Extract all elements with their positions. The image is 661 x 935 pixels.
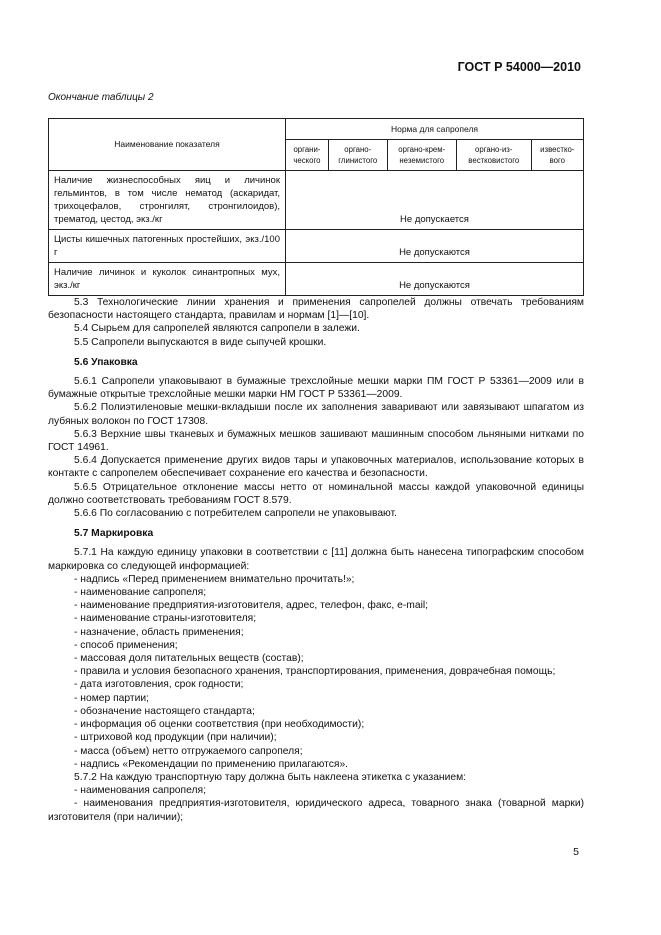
document-code: ГОСТ Р 54000—2010 <box>457 60 581 74</box>
subcolumn-organo-siliceous: органо-крем- неземистого <box>387 140 456 171</box>
body-text <box>48 296 584 824</box>
paragraph-5-6-1: 5.6.1 Сапропели упаковывают в бумажные трехслойные мешки марки ПМ ГОСТ Р 53361—2009 или в бумажные открытые трехслойные мешки марки НМ ГОСТ Р 53361—2009. <box>48 376 584 401</box>
list-item: - надпись «Рекомендации по применению прилагаются». <box>74 758 349 770</box>
norms-table <box>48 118 584 296</box>
table-row <box>49 230 584 263</box>
list-item: - штриховой код продукции (при наличии); <box>74 732 277 744</box>
label-list <box>48 784 584 824</box>
page-number: 5 <box>573 846 579 858</box>
list-item: - обозначение настоящего стандарта; <box>74 705 255 717</box>
list-item: - назначение, область применения; <box>74 626 244 638</box>
table-cell-indicator: Наличие личинок и куколок синантропных мух, экз./кг <box>49 263 286 296</box>
table-caption: Окончание таблицы 2 <box>48 92 154 103</box>
table-header-row <box>49 119 584 140</box>
table-cell-value: Не допускаются <box>286 263 584 296</box>
list-item: - информация об оценки соответствия (при необходимости); <box>74 719 365 731</box>
table-cell-value: Не допускаются <box>286 230 584 263</box>
paragraph-5-7-2: 5.7.2 На каждую транспортную тару должна быть наклеена этикетка с указанием: <box>74 771 467 783</box>
list-item: - способ применения; <box>74 639 178 651</box>
paragraph-5-6-5: 5.6.5 Отрицательное отклонение массы нетто от номинальной массы каждой упаковочной единицы должно соответствовать требованиям ГОСТ 8.579. <box>48 481 584 506</box>
paragraph-5-3: 5.3 Технологические линии хранения и применения сапропелей должны отвечать требованиям безопасности настоящего стандарта, правилам и нормам [1]—[10]. <box>48 297 584 322</box>
list-item: - правила и условия безопасного хранения, транспортирования, применения, доврачебная помощь; <box>74 666 556 678</box>
paragraph-5-6-2: 5.6.2 Полиэтиленовые мешки-вкладыши после их заполнения заваривают или завязывают шпагатом из лубяных волокон по ГОСТ 17308. <box>48 402 584 427</box>
paragraph-5-5: 5.5 Сапропели выпускаются в виде сыпучей крошки. <box>74 336 327 348</box>
table-row <box>49 263 584 296</box>
table-cell-indicator: Наличие жизнеспособных яиц и личинок гельминтов, в том числе нематод (аскаридат, трихоцефалов, стронгилят, стронгилоидов), трематод, цестод, экз./кг <box>49 171 286 230</box>
subcolumn-calcareous: известко- вого <box>531 140 583 171</box>
table-cell-indicator: Цисты кишечных патогенных простейших, экз./100 г <box>49 230 286 263</box>
list-item: - номер партии; <box>74 692 149 704</box>
list-item: - наименование сапропеля; <box>74 587 207 599</box>
paragraph-5-6-4: 5.6.4 Допускается применение других видов тары и упаковочных материалов, использование которых в контакте с сапропелем обеспечивает сохранение его качества и безопасности. <box>48 455 584 480</box>
list-item: - наименование предприятия-изготовителя, адрес, телефон, факс, e-mail; <box>74 600 429 612</box>
paragraph-5-6-3: 5.6.3 Верхние швы тканевых и бумажных мешков зашивают машинным способом льняными нитками по ГОСТ 14961. <box>48 428 584 454</box>
table-row <box>49 171 584 230</box>
paragraph-5-4: 5.4 Сырьем для сапропелей являются сапропели в залежи. <box>74 323 360 335</box>
section-heading-5-6: 5.6 Упаковка <box>74 356 138 368</box>
section-heading-5-7: 5.7 Маркировка <box>74 528 154 540</box>
paragraph-5-6-6: 5.6.6 По согласованию с потребителем сапропели не упаковывают. <box>74 508 397 520</box>
list-item: - дата изготовления, срок годности; <box>74 679 244 691</box>
list-item: - наименование страны-изготовителя; <box>74 613 257 625</box>
subcolumn-organo-clay: органо- глинистого <box>328 140 387 171</box>
table-cell-value: Не допускается <box>286 171 584 230</box>
column-header-indicator: Наименование показателя <box>49 119 286 171</box>
list-item: - надпись «Перед применением внимательно прочитать!»; <box>74 573 355 585</box>
subcolumn-organo-calcareous: органо-из- вестковистого <box>456 140 531 171</box>
list-item: - наименования предприятия-изготовителя, юридического адреса, товарного знака (товарной марки) изготовителя (при наличии); <box>48 798 584 823</box>
list-item: - наименования сапропеля; <box>74 785 206 797</box>
column-header-norm: Норма для сапропеля <box>286 119 584 140</box>
paragraph-5-7-1: 5.7.1 На каждую единицу упаковки в соответствии с [11] должна быть нанесена типографским способом маркировка со следующей информацией: <box>48 547 584 572</box>
subcolumn-organic: органи- ческого <box>286 140 329 171</box>
list-item: - массовая доля питательных веществ (состав); <box>74 653 304 665</box>
marking-list <box>48 573 584 771</box>
list-item: - масса (объем) нетто отгружаемого сапропеля; <box>74 745 303 757</box>
